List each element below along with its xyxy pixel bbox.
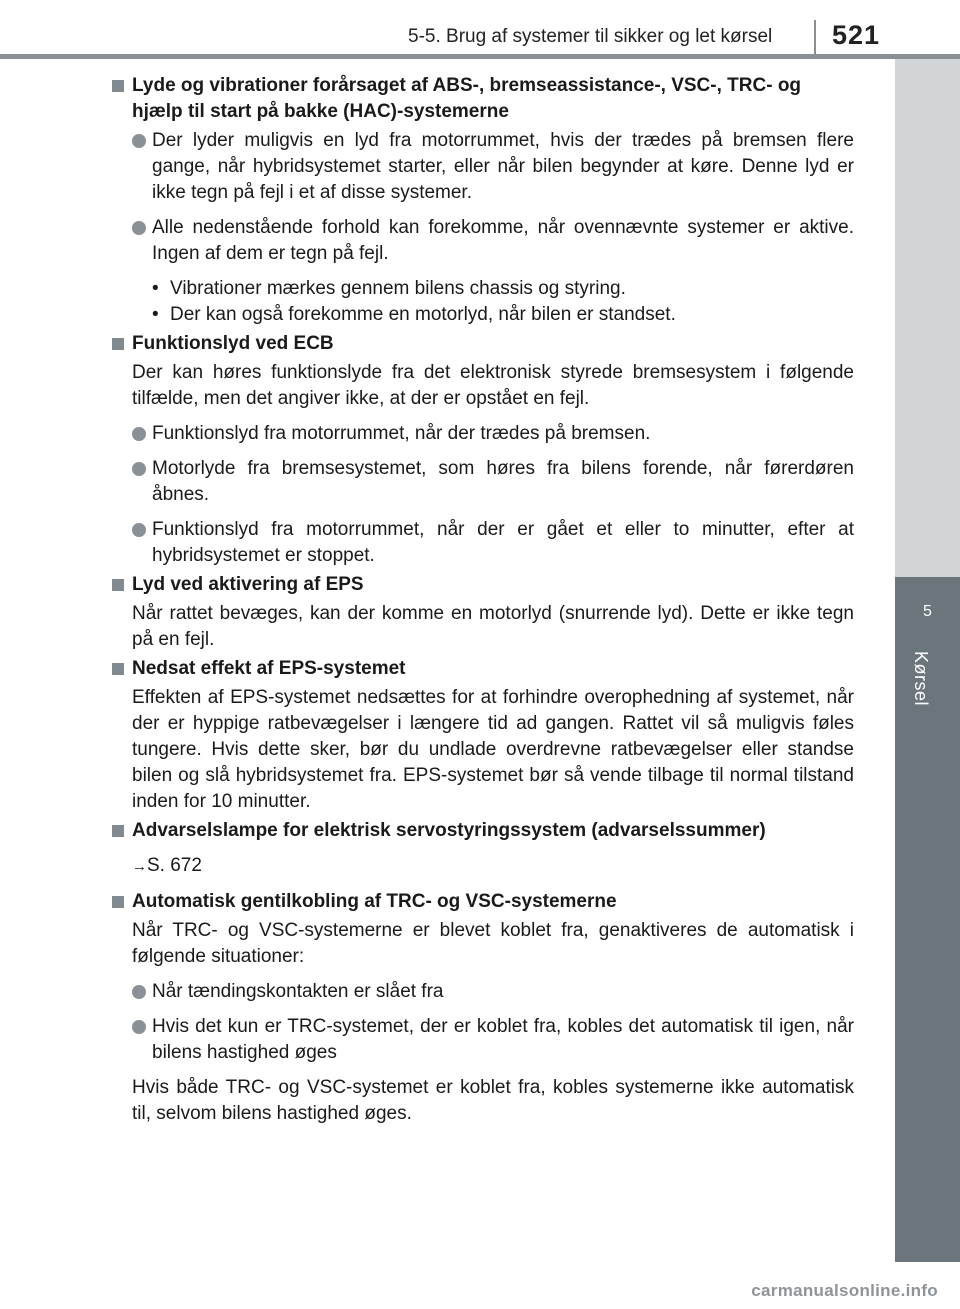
page-section-title: 5-5. Brug af systemer til sikker og let kørsel — [408, 26, 773, 47]
circle-bullet-icon — [132, 427, 146, 441]
square-bullet-icon — [112, 338, 124, 350]
bullet-item: Motorlyde fra bremsesystemet, som høres fra bilens forende, når førerdøren åbnes. — [132, 456, 854, 508]
watermark: carmanualsonline.info — [751, 1281, 938, 1300]
page-reference: →S. 672 — [132, 855, 202, 876]
chapter-title: Kørsel — [911, 651, 931, 707]
dot-icon: • — [152, 278, 159, 299]
page-content — [112, 73, 854, 1127]
section-heading: Advarselslampe for elektrisk servostyringssystem (advarselssummer) — [112, 818, 854, 844]
bullet-item: Der lyder muligvis en lyd fra motorrummet, hvis der trædes på bremsen flere gange, når hybridsystemet starter, eller når bilen begynder at køre. Denne lyd er ikke tegn på fejl i et af disse systemer. — [132, 128, 854, 206]
bullet-item: Funktionslyd fra motorrummet, når der trædes på bremsen. — [132, 421, 854, 447]
chapter-tab — [895, 577, 960, 1262]
bullet-item: Når tændingskontakten er slået fra — [132, 979, 854, 1005]
bullet-item: Hvis det kun er TRC-systemet, der er koblet fra, kobles det automatisk til igen, når bilens hastighed øges — [132, 1014, 854, 1066]
paragraph: Når rattet bevæges, kan der komme en motorlyd (snurrende lyd). Dette er ikke tegn på en fejl. — [132, 603, 854, 650]
section-heading: Lyde og vibrationer forårsaget af ABS-, bremseassistance-, VSC-, TRC- og hjælp til start på bakke (HAC)-systemerne — [112, 73, 854, 125]
section-heading: Nedsat effekt af EPS-systemet — [112, 656, 854, 682]
bullet-item: Funktionslyd fra motorrummet, når der er gået et eller to minutter, efter at hybridsystemet er stoppet. — [132, 517, 854, 569]
bullet-item: Alle nedenstående forhold kan forekomme, når ovennævnte systemer er aktive. Ingen af dem er tegn på fejl. — [132, 215, 854, 267]
dot-icon: • — [152, 304, 159, 325]
chapter-number: 5 — [923, 603, 932, 620]
circle-bullet-icon — [132, 134, 146, 148]
circle-bullet-icon — [132, 523, 146, 537]
section-heading: Lyd ved aktivering af EPS — [112, 572, 854, 598]
sub-bullet-item: • Vibrationer mærkes gennem bilens chassis og styring. — [152, 276, 854, 302]
square-bullet-icon — [112, 663, 124, 675]
side-tab-light — [895, 59, 960, 577]
header-divider — [814, 20, 816, 54]
sub-bullet-item: • Der kan også forekomme en motorlyd, når bilen er standset. — [152, 302, 854, 328]
paragraph: Når TRC- og VSC-systemerne er blevet koblet fra, genaktiveres de automatisk i følgende situationer: — [132, 920, 854, 967]
square-bullet-icon — [112, 896, 124, 908]
header-rule — [0, 54, 960, 59]
page-number: 521 — [832, 20, 881, 50]
circle-bullet-icon — [132, 985, 146, 999]
paragraph: Der kan høres funktionslyde fra det elektronisk styrede bremsesystem i følgende tilfælde, men det angiver ikke, at der er opstået en fejl. — [132, 362, 854, 409]
arrow-right-icon: → — [132, 858, 147, 875]
section-heading: Funktionslyd ved ECB — [112, 331, 854, 357]
circle-bullet-icon — [132, 221, 146, 235]
paragraph: Hvis både TRC- og VSC-systemet er koblet fra, kobles systemerne ikke automatisk til, selvom bilens hastighed øges. — [132, 1077, 854, 1124]
paragraph: Effekten af EPS-systemet nedsættes for at forhindre overophedning af systemet, når der er hyppige ratbevægelser i længere tid ad gangen. Rattet vil så muligvis føles tungere. Hvis dette sker, bør du undlade overdrevne ratbevægelser eller standse bilen og slå hybridsystemet fra. EPS-systemet bør så vende tilbage til normal tilstand inden for 10 minutter. — [132, 687, 854, 812]
section-heading: Automatisk gentilkobling af TRC- og VSC-systemerne — [112, 889, 854, 915]
square-bullet-icon — [112, 80, 124, 92]
circle-bullet-icon — [132, 1020, 146, 1034]
circle-bullet-icon — [132, 462, 146, 476]
square-bullet-icon — [112, 825, 124, 837]
square-bullet-icon — [112, 579, 124, 591]
